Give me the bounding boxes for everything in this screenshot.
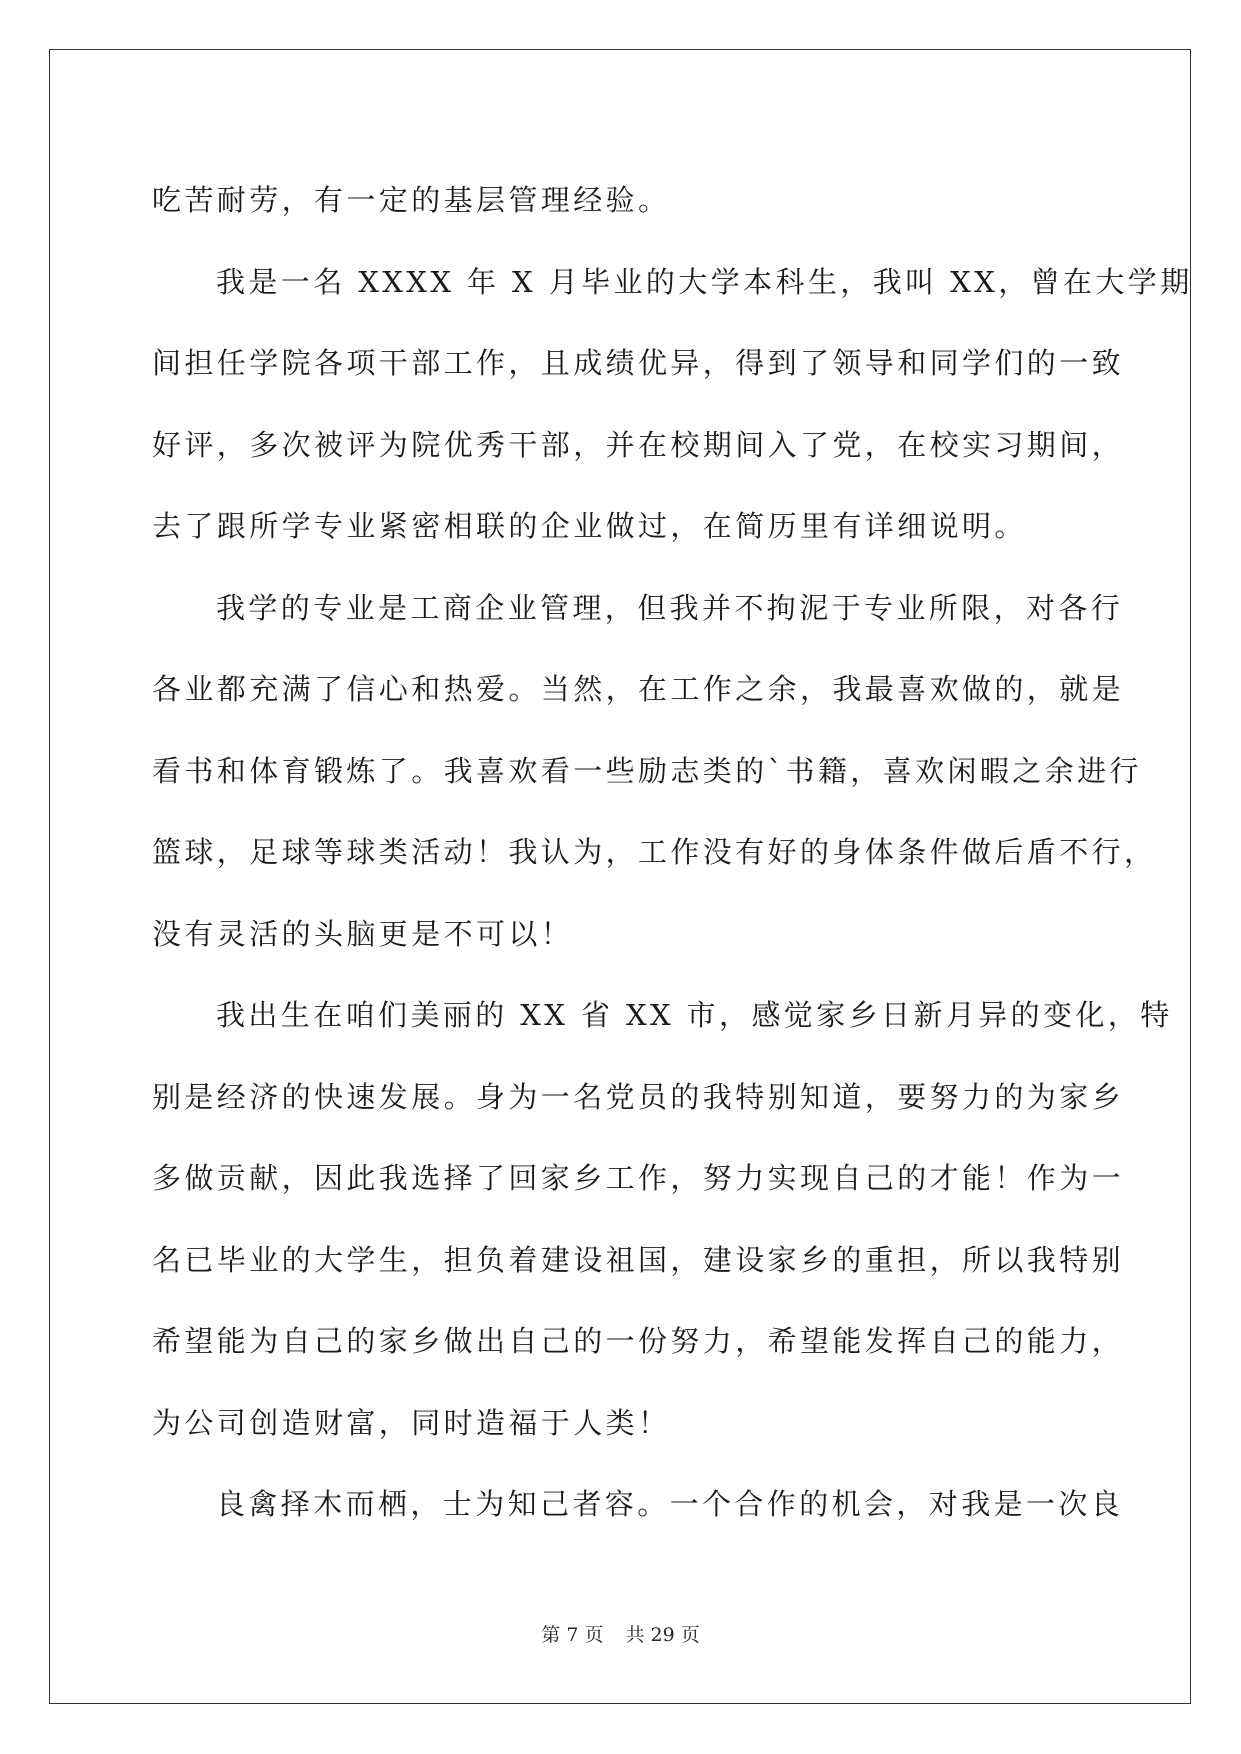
text-line: 各业都充满了信心和热爱。当然，在工作之余，我最喜欢做的，就是 [152, 672, 1125, 706]
paragraph-start-line: 我出生在咱们美丽的 XX 省 XX 市，感觉家乡日新月异的变化，特 [216, 998, 1173, 1032]
text-line: 多做贡献，因此我选择了回家乡工作，努力实现自己的才能！作为一 [152, 1161, 1125, 1195]
text-line: 看书和体育锻炼了。我喜欢看一些励志类的`书籍，喜欢闲暇之余进行 [152, 753, 1142, 788]
text-line: 间担任学院各项干部工作，且成绩优异，得到了领导和同学们的一致 [152, 346, 1125, 380]
document-body [152, 160, 1193, 1546]
page-number: 第 7 页 [541, 1624, 604, 1646]
paragraph-start-line: 良禽择木而栖，士为知己者容。一个合作的机会，对我是一次良 [216, 1487, 1124, 1521]
text-line: 吃苦耐劳，有一定的基层管理经验。 [152, 183, 671, 217]
paragraph-start-line: 我学的专业是工商企业管理，但我并不拘泥于专业所限，对各行 [216, 590, 1124, 625]
page-total: 共 29 页 [625, 1624, 700, 1646]
page-footer [0, 1620, 1241, 1647]
text-line: 没有灵活的头脑更是不可以！ [152, 916, 574, 951]
text-line: 别是经济的快速发展。身为一名党员的我特别知道，要努力的为家乡 [152, 1079, 1125, 1114]
text-line: 篮球，足球等球类活动！我认为，工作没有好的身体条件做后盾不行， [152, 835, 1157, 869]
text-line: 名已毕业的大学生，担负着建设祖国，建设家乡的重担，所以我特别 [152, 1242, 1125, 1277]
paragraph-start-line: 我是一名 XXXX 年 X 月毕业的大学本科生，我叫 XX，曾在大学期 [216, 264, 1193, 299]
text-line: 希望能为自己的家乡做出自己的一份努力，希望能发挥自己的能力， [152, 1324, 1125, 1358]
text-line: 好评，多次被评为院优秀干部，并在校期间入了党，在校实习期间， [152, 427, 1125, 462]
text-line: 为公司创造财富，同时造福于人类！ [152, 1405, 671, 1440]
text-line: 去了跟所学专业紧密相联的企业做过，在简历里有详细说明。 [152, 509, 1027, 543]
